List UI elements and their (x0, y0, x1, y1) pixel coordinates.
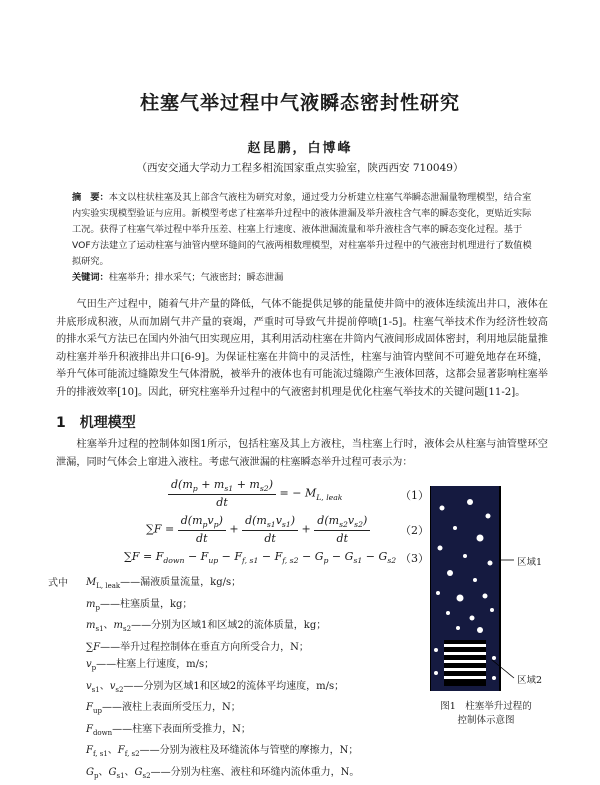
definition-row: $F_{down}——$柱塞下表面所受推力，N； (56, 721, 426, 743)
abstract (72, 190, 532, 286)
definition-row: $F_{f, s1}$、$F_{f, s2}——$分别为液柱及环缝流体与管壁的摩擦力，N； (56, 742, 426, 764)
model-paragraph-block (56, 436, 548, 471)
affiliation: （西安交通大学动力工程多相流国家重点实验室，陕西西安 710049） (0, 160, 600, 175)
figure-caption (426, 700, 546, 728)
equation-1: $\frac{d(m_p + m_{s1} + m_{s2})}{dt}$ = − $M_{L, leak}$ (168, 478, 342, 509)
abstract-label: 摘 要： (72, 192, 109, 203)
figure-caption-line-1: 图1 柱塞举升过程的 (426, 700, 546, 714)
definition-row: ∑F——举升过程控制体在垂直方向所受合力，N； (56, 639, 426, 657)
definition-row: $M_{L, leak}——$漏液质量流量，kg/s； (56, 574, 426, 596)
definition-row: $v_{s1}$、$v_{s2}——$分别为区域1和区域2的流体平均速度，m/s； (56, 678, 426, 700)
plunger (444, 640, 486, 686)
region1-label: 区域1 (517, 554, 542, 568)
keywords-text: 柱塞举升；排水采气；气液密封；瞬态泄漏 (109, 272, 284, 283)
model-paragraph: 柱塞举升过程的控制体如图1所示，包括柱塞及其上方液柱，当柱塞上行时，液体会从柱塞与油管壁环空泄漏，同时气体会上窜进入液柱。考虑气液泄漏的柱塞瞬态举升过程可表示为： (56, 436, 548, 471)
figure-caption-line-2: 控制体示意图 (426, 714, 546, 728)
definition-row: $m_{s1}$、$m_{s2}——$分别为区域1和区域2的流体质量，kg； (56, 617, 426, 639)
abstract-text: 本文以柱状柱塞及其上部含气液柱为研究对象，通过受力分析建立柱塞气举瞬态泄漏量物理模型，结合室内实验实现模型验证与应用。新模型考虑了柱塞举升过程中的液体泄漏及举升液柱含气率的瞬态变化，更贴近实际工况。获得了柱塞气举过程中举升压差、柱塞上行速度、液体泄漏流量和举升液柱含气率的瞬态变化过程。基于VOF方法建立了运动柱塞与油管内壁环缝间的气液两相数理模型，对柱塞举升过程中的气液密封机理进行了数值模拟研究。 (72, 192, 532, 267)
section-number: 1 (56, 415, 66, 431)
where-label: 式中 (48, 574, 68, 589)
section-title: 机理模型 (80, 415, 136, 431)
equation-1-number: （1） (400, 487, 429, 503)
section-heading (56, 412, 150, 432)
equation-3: $\sum F = F_{down} - F_{up} - F_{f, s1} - F_{f, s2} - G_p - G_{s1} - G_{s2}$ (124, 550, 396, 565)
equation-2: ∑F = $\frac{d(m_pv_p)}{dt}$ + $\frac{d(m_{s1}v_{s1})}{dt}$ + $\frac{d(m_{s2}v_{s2})}{dt}$ (146, 514, 370, 545)
definition-row: $m_p——$柱塞质量，kg； (56, 596, 426, 618)
authors: 赵昆鹏，白博峰 (0, 137, 600, 156)
region2-label: 区域2 (517, 672, 542, 686)
intro-paragraph-block (56, 296, 548, 401)
equation-3-number: （3） (400, 550, 429, 566)
definition-row: $v_p——$柱塞上行速度，m/s； (56, 656, 426, 678)
definition-row: $G_p$、$G_{s1}$、$G_{s2}——$分别为柱塞、液柱和环缝内流体重力，N。 (56, 764, 426, 785)
intro-paragraph: 气田生产过程中，随着气井产量的降低，气体不能提供足够的能量使井筒中的液体连续流出井口，液体在井底形成积液，从而加剧气井产量的衰竭，严重时可导致气井提前停喷[1-5]。柱塞气举技术作为经济性较高的排水采气方法已在国内外油气田实现应用，其利用活动柱塞在井筒内气液间形成固体密封，利用地层能量推动柱塞并举升积液排出井口[6-9]。为保证柱塞在井筒中的灵活性，柱塞与油管内壁间不可避免地存在环缝，举升气体可能流过缝隙发生气体滑脱，被举升的液体也有可能流过缝隙产生液体回落，这都会显著影响柱塞举升的排液效率[10]。因此，研究柱塞举升过程中的气液密封机理是优化柱塞气举技术的关键问题[11-2]。 (56, 296, 548, 401)
symbol-definitions (56, 574, 426, 785)
paper-title: 柱塞气举过程中气液瞬态密封性研究 (0, 88, 600, 115)
figure-1 (430, 478, 560, 702)
equation-2-number: （2） (400, 522, 429, 538)
plunger-control-volume-diagram (430, 478, 560, 698)
definition-row: $F_{up}——$液柱上表面所受压力，N； (56, 699, 426, 721)
keywords-label: 关键词： (72, 272, 109, 283)
